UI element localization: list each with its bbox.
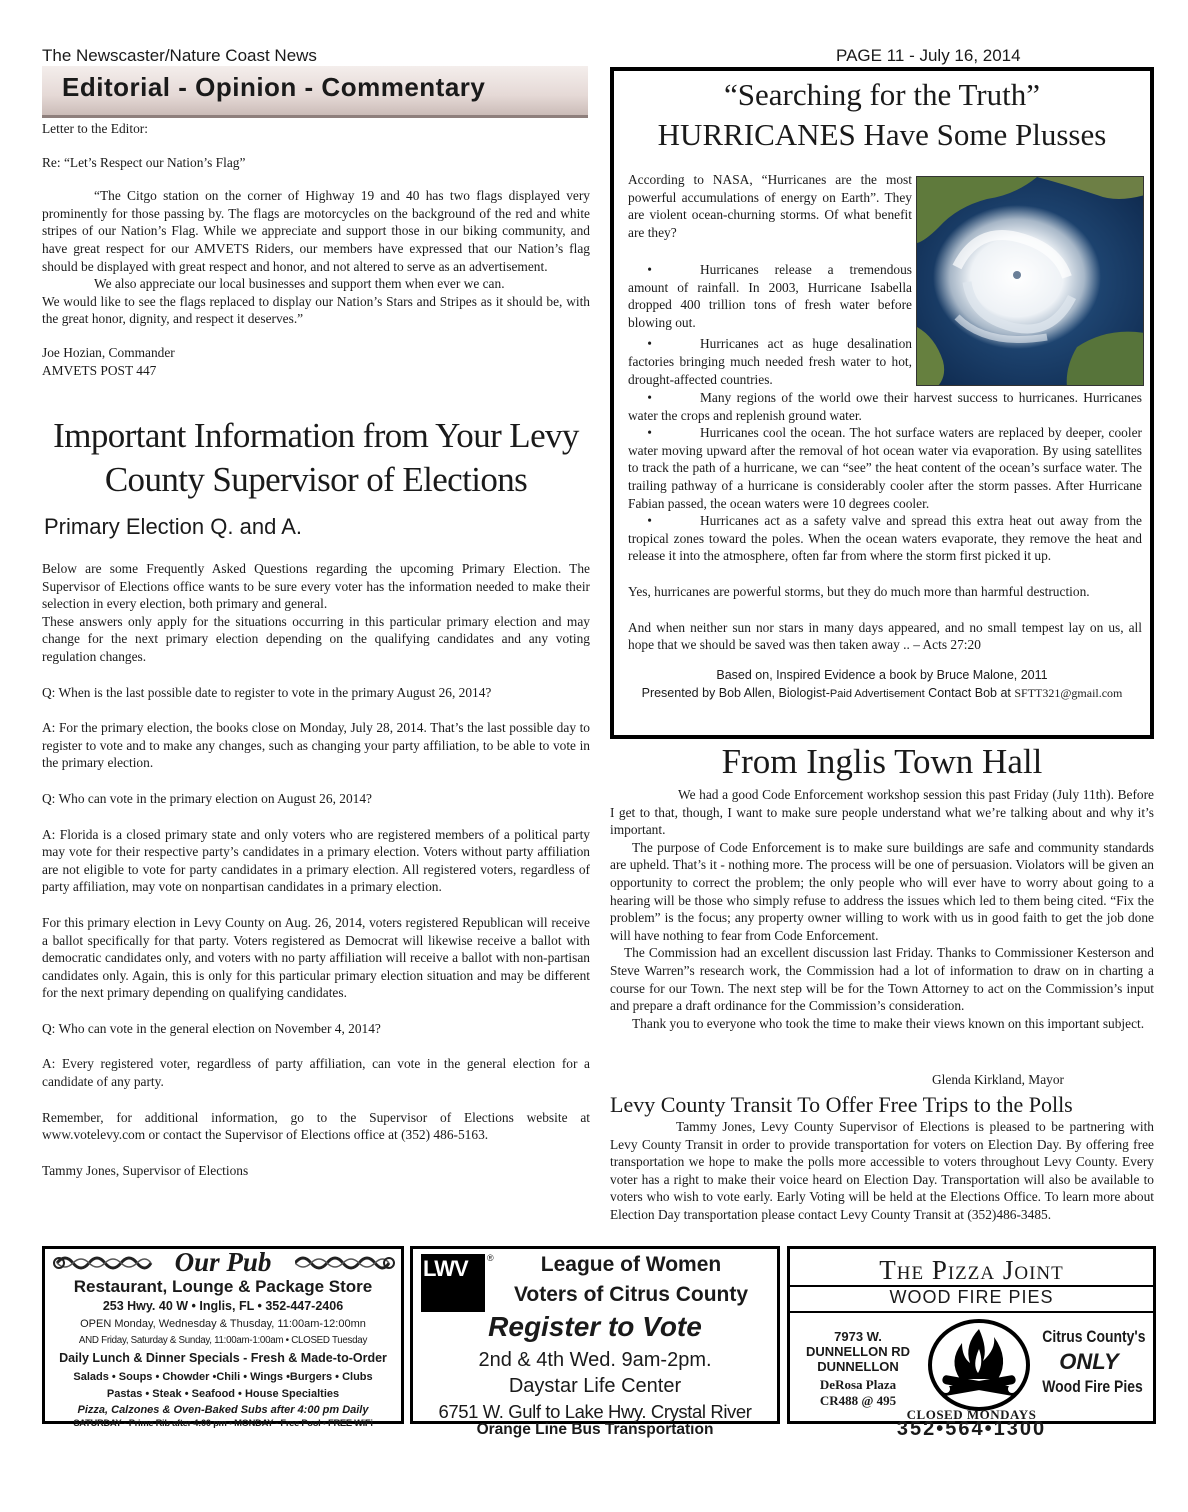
letter-paragraph: We would like to see the flags replaced to display our Nation’s Stars and Stripes as it should be, with the great honor, dignity, and respect it deserves.” <box>42 293 590 327</box>
hurricane-satellite-image <box>916 176 1144 386</box>
hurricanes-headline-2: HURRICANES Have Some Plusses <box>657 117 1107 152</box>
hurricanes-bullets-narrow <box>628 261 912 388</box>
hurricanes-bullet-text: Hurricanes cool the ocean. The hot surface waters are replaced by deeper, cooler water moving upward after the removal of hot ocean water via evaporation. By using satellites to track the path of a hurricane, we can “see” the heat content of the ocean’s surface water. The trailing pathway of a hurricane is considerably cooler after the storm passes. After Hurricane Fabian passed, the ocean waters were 10 degrees cooler. <box>628 425 1142 511</box>
hurricanes-credits <box>614 667 1150 703</box>
lwv-logo-text: LWV <box>423 1256 468 1281</box>
hurricanes-bullet-text: Hurricanes act as huge desalination factories bringing much needed fresh water to hot, drought-affected countries. <box>628 336 912 387</box>
letter-signature-name: Joe Hozian, Commander <box>42 344 175 360</box>
elections-question: Q: Who can vote in the primary election on August 26, 2014? <box>42 790 372 806</box>
inglis-paragraph: We had a good Code Enforcement workshop session this past Friday (July 11th). Before I get to that, though, I want to make sure people understand what we’re talking about and why it’s important. <box>610 787 1154 838</box>
hurricanes-ad-box <box>610 67 1154 739</box>
lwv-schedule: 2nd & 4th Wed. 9am-2pm. <box>478 1349 712 1371</box>
letter-paragraph: “The Citgo station on the corner of Highway 19 and 40 has two flags displayed very prominently for those passing by. The flags are motorcycles on the background of the red and white stripes of our Nation’s Flag. While we appreciate and support those in our biking community, and have great respect for our AMVETS Riders, our members have expressed that our Nation’s flag should be displayed with great respect and honor, and not altered to serve as an advertisement. <box>42 188 590 274</box>
elections-closing: Remember, for additional information, go to the Supervisor of Elections website at www.votelevy.com or contact the Supervisor of Elections office at (352) 486-5163. <box>42 1109 590 1143</box>
hurricanes-verse: And when neither sun nor stars in many days appeared, and no small tempest lay on us, all hope that we should be saved was then taken away .. – Acts 27:20 <box>628 619 1142 653</box>
pizza-address-line: DUNNELLON RD <box>806 1344 910 1359</box>
lwv-transport: Orange Line Bus Transportation <box>476 1421 714 1438</box>
bullet-icon: • <box>647 513 652 529</box>
paid-ad-notice: Paid Advertisement <box>829 687 925 700</box>
lwv-address: 6751 W. Gulf to Lake Hwy. Crystal River <box>438 1401 752 1422</box>
inglis-paragraph: The purpose of Code Enforcement is to make sure buildings are safe and community standards are upheld. That’s it - nothing more. The process will be one of persuasion. Violators will be given an opportunity to correct the problem; the only people who will ever have to worry about going to a hearing will be those who simply refuse to address the issues which led to them being cited. “Fix the problem” is the focus; any property owner willing to work with us in good faith to get the job done will have nothing to fear from Code Enforcement. <box>610 839 1154 943</box>
lwv-ad <box>410 1246 780 1438</box>
pub-line: Restaurant, Lounge & Package Store <box>73 1277 373 1296</box>
page-date: PAGE 11 - July 16, 2014 <box>836 46 1021 65</box>
lwv-logo <box>421 1254 485 1312</box>
elections-answer: For this primary election in Levy County on Aug. 26, 2014, voters registered Republican will receive a ballot specifically for that party. Voters registered as Democrat will likewise receive a ballot with democratic candidates only, and voters with no party affiliation will receive a ballot with non-partisan candidates only. Again, this is only for this particular primary election situation and may be different for the next primary depending on qualifying candidates. <box>42 914 590 1001</box>
divider <box>790 1311 1153 1313</box>
pizza-phone: 352•564•1300 <box>896 1418 1047 1440</box>
registered-mark-icon: ® <box>487 1253 494 1263</box>
hurricanes-contact-label: Contact Bob at <box>924 685 1015 700</box>
inglis-article-body <box>610 786 1154 1032</box>
bullet-icon: • <box>647 262 652 277</box>
pub-line: Salads • Soups • Chowder •Chili • Wings •Burgers • Clubs <box>73 1371 373 1383</box>
bullet-icon: • <box>647 390 652 405</box>
section-banner <box>42 66 588 118</box>
publication-name: The Newscaster/Nature Coast News <box>42 46 317 65</box>
letter-re-line: Re: “Let’s Respect our Nation’s Flag” <box>42 154 246 170</box>
pub-line: Pastas • Steak • Seafood • House Specialties <box>106 1388 340 1400</box>
pizza-location <box>800 1377 916 1409</box>
letter-paragraph: We also appreciate our local businesses and support them when ever we can. <box>94 276 505 292</box>
inglis-signature: Glenda Kirkland, Mayor <box>932 1072 1065 1087</box>
our-pub-ad <box>42 1246 404 1428</box>
hurricanes-bullet-text: Hurricanes act as a safety valve and spread this extra heat out away from the tropical zones toward the poles. When the ocean waters evaporate, they remove the heat and release it into the atmosphere, often far from where the storm first picked it up. <box>628 513 1142 564</box>
elections-article-body <box>42 560 590 1179</box>
lwv-org-line2: Voters of Citrus County <box>513 1283 749 1306</box>
contact-email: SFTT321@gmail.com <box>1014 685 1123 700</box>
hurricanes-presenter: Presented by Bob Allen, Biologist- <box>641 685 830 700</box>
pizza-joint-ad <box>787 1246 1156 1440</box>
pub-line: OPEN Monday, Wednesday & Thusday, 11:00am-12:00mn <box>80 1318 366 1330</box>
pub-line: Daily Lunch & Dinner Specials - Fresh & Made-to-Order <box>59 1351 387 1365</box>
elections-answer: A: Florida is a closed primary state and only voters who are registered members of a political party may vote for their respective party’s candidates in a primary election. Voters without party affiliation are not eligible to vote for party candidates in a primary election. All registered voters, regardless of party affiliation, may vote on nonpartisan candidates in a primary election. <box>42 826 590 895</box>
bullet-icon: • <box>647 425 652 441</box>
lwv-org-line1: League of Women <box>540 1253 722 1276</box>
transit-article-body: Tammy Jones, Levy County Supervisor of Elections is pleased to be partnering with Levy County Transit in order to provide transportation for voters on Election Day. By offering free transportation we hope to make the polls more accessible to voters throughout Levy County. Every voter has a right to make their voice heard on Election Day. Transportation will also be available to voters who wish to vote early. Early Voting will be held at the Elections Office. To learn more about Election Day transportation please contact Levy County Transit at (352)486-3485. <box>610 1119 1154 1222</box>
pizza-address <box>800 1329 916 1374</box>
inglis-paragraph: The Commission had an excellent discussion last Friday. Thanks to Commissioner Kesterson and Steve Warren”s research work, the Commission had a lot of information to draw on in charting a course for our Town. The next step will be for the Town Attorney to act on the Commission’s input and prepare a draft ordinance for the Commission’s consideration. <box>610 945 1154 1014</box>
hurricanes-intro: According to NASA, “Hurricanes are the most powerful accumulations of energy on Earth”. They are violent ocean-churning storms. Of what benefit are they? <box>628 172 912 240</box>
pub-line: SATURDAY - Prime Rib after 4:00 pm • MONDAY - Free Pool • FREE WiFi <box>73 1417 373 1428</box>
inglis-paragraph: Thank you to everyone who took the time to make their views known on this important subject. <box>632 1015 1145 1031</box>
wood-fire-logo-icon <box>928 1319 1030 1415</box>
letter-salutation: Letter to the Editor: <box>42 121 148 136</box>
hurricanes-bullets-wide <box>628 389 1142 654</box>
pizza-plaza: DeRosa Plaza <box>819 1377 897 1392</box>
elections-question: Q: When is the last possible date to register to vote in the primary August 26, 2014? <box>42 684 492 700</box>
section-title: Editorial - Opinion - Commentary <box>62 72 486 102</box>
pizza-claim-line: Wood Fire Pies <box>1042 1377 1143 1396</box>
pub-line: Pizza, Calzones & Oven-Baked Subs after 4:00 pm Daily <box>77 1404 369 1416</box>
hurricanes-bullet-text: Hurricanes release a tremendous amount of rainfall. In 2003, Hurricane Isabella dropped 400 trillion tons of fresh water before blowing out. <box>628 262 912 330</box>
pizza-address-line: 7973 W. <box>834 1329 882 1344</box>
elections-answer: A: For the primary election, the books close on Monday, July 28, 2014. That’s the last possible day to register to vote and to make any changes, such as changing your party affiliation, to be able to vote in the primary election. <box>42 720 590 771</box>
elections-signature: Tammy Jones, Supervisor of Elections <box>42 1162 249 1178</box>
letter-to-editor <box>42 120 590 379</box>
elections-question: Q: Who can vote in the general election on November 4, 2014? <box>42 1020 381 1036</box>
pizza-address-line: DUNNELLON <box>817 1359 899 1374</box>
pub-name: Our Pub <box>174 1247 272 1277</box>
hurricanes-book-credit: Based on, Inspired Evidence a book by Bruce Malone, 2011 <box>716 668 1048 682</box>
pizza-claim-line: Citrus County's <box>1042 1327 1146 1346</box>
hurricanes-summary: Yes, hurricanes are powerful storms, but they do much more than harmful destruction. <box>628 583 1090 599</box>
inglis-headline: From Inglis Town Hall <box>721 742 1043 781</box>
pizza-hours: CLOSED MONDAYS <box>906 1407 1037 1422</box>
letter-signature-org: AMVETS POST 447 <box>42 362 157 378</box>
elections-paragraph: These answers only apply for the situations occurring in this particular primary election and may change for the next primary election depending on the qualifying candidates and any voting regulation changes. <box>42 613 590 664</box>
hurricanes-headline-1: “Searching for the Truth” <box>724 77 1040 112</box>
pizza-claim <box>1032 1327 1146 1397</box>
lwv-cta: Register to Vote <box>488 1311 702 1342</box>
bullet-icon: • <box>647 336 652 352</box>
hurricanes-bullet-text: Many regions of the world owe their harvest success to hurricanes. Hurricanes water the crops and replenish ground water. <box>628 390 1142 423</box>
elections-subheadline: Primary Election Q. and A. <box>44 514 302 539</box>
pub-line: AND Friday, Saturday & Sunday, 11:00am-1:00am • CLOSED Tuesday <box>78 1335 368 1346</box>
elections-answer: A: Every registered voter, regardless of party affiliation, can vote in the general election for a candidate of any party. <box>42 1056 590 1090</box>
pizza-cross-street: CR488 @ 495 <box>819 1393 897 1408</box>
lwv-venue: Daystar Life Center <box>508 1375 682 1397</box>
pizza-name: The Pizza Joint <box>879 1255 1064 1285</box>
elections-paragraph: Below are some Frequently Asked Questions regarding the upcoming Primary Election. The Supervisor of Elections office wants to be sure every voter has the information needed to make their selection in every election, both primary and general. <box>42 561 590 612</box>
elections-headline: Important Information from Your Levy County Supervisor of Elections <box>53 416 579 499</box>
pizza-tagline: WOOD FIRE PIES <box>889 1287 1054 1307</box>
pub-line: 253 Hwy. 40 W • Inglis, FL • 352-447-2406 <box>102 1299 344 1313</box>
transit-headline: Levy County Transit To Offer Free Trips to the Polls <box>610 1092 1073 1117</box>
pizza-claim-line: ONLY <box>1059 1349 1119 1374</box>
